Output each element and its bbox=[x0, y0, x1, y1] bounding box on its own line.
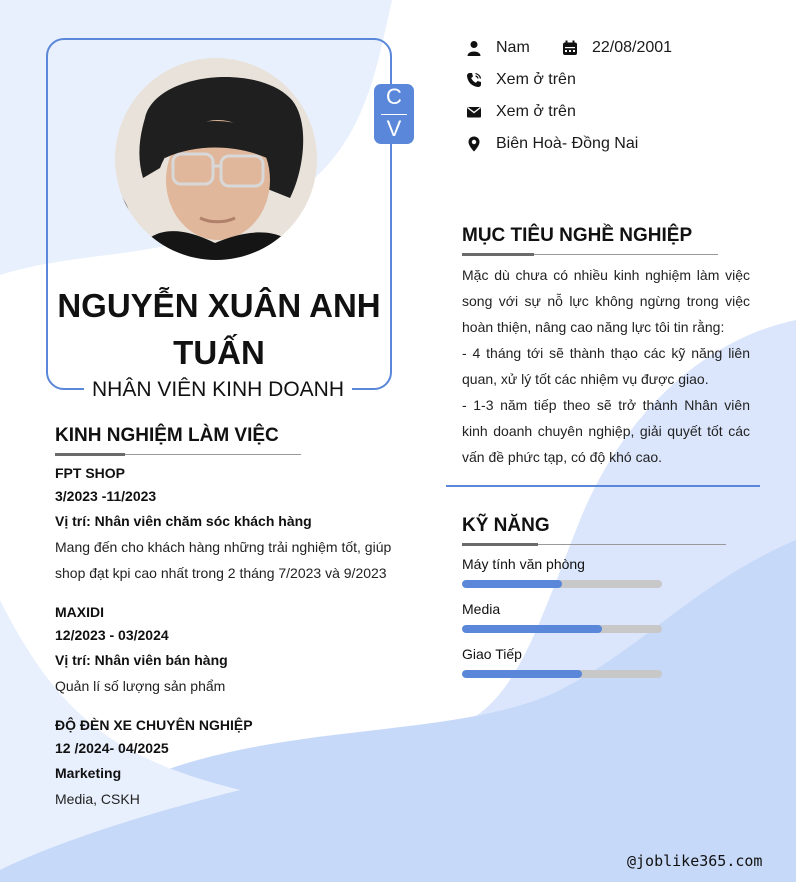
experience-position: Vị trí: Nhân viên bán hàng bbox=[55, 652, 228, 668]
cv-badge-divider bbox=[381, 114, 407, 115]
experience-position: Vị trí: Nhân viên chăm sóc khách hàng bbox=[55, 513, 312, 529]
section-divider bbox=[446, 485, 760, 487]
experience-date: 12/2023 - 03/2024 bbox=[55, 627, 169, 643]
phone-icon bbox=[466, 72, 482, 88]
contact-phone bbox=[466, 70, 666, 90]
phone-value: Xem ở trên bbox=[496, 71, 576, 88]
birthdate-value: 22/08/2001 bbox=[592, 39, 673, 56]
email-value: Xem ở trên bbox=[496, 103, 576, 120]
skill-name: Máy tính văn phòng bbox=[462, 556, 585, 572]
user-icon bbox=[466, 40, 482, 56]
objective-text bbox=[462, 262, 750, 470]
contact-email bbox=[466, 102, 666, 122]
objective-heading: MỤC TIÊU NGHỀ NGHIỆP bbox=[462, 225, 693, 246]
experience-company: MAXIDI bbox=[55, 604, 104, 620]
avatar bbox=[115, 58, 317, 260]
skill-name: Giao Tiếp bbox=[462, 646, 522, 662]
location-pin-icon bbox=[466, 136, 482, 152]
experience-heading-rule bbox=[55, 453, 301, 456]
experience-date: 3/2023 -11/2023 bbox=[55, 488, 157, 504]
contact-info bbox=[466, 38, 786, 168]
contact-birthdate bbox=[562, 38, 752, 58]
objective-heading-rule bbox=[462, 253, 718, 256]
full-name: NGUYỄN XUÂN ANH TUẤN bbox=[57, 287, 381, 371]
skill-bar-fill bbox=[462, 625, 602, 633]
experience-description: Media, CSKH bbox=[55, 791, 140, 807]
contact-address bbox=[466, 134, 706, 154]
cv-badge-letter-v: V bbox=[386, 116, 402, 141]
experience-heading: KINH NGHIỆM LÀM VIỆC bbox=[55, 425, 279, 446]
skill-name: Media bbox=[462, 601, 501, 617]
skills-heading-rule bbox=[462, 543, 726, 546]
calendar-icon bbox=[562, 40, 578, 56]
skill-bar-track bbox=[462, 625, 662, 633]
skill-bar-fill bbox=[462, 670, 582, 678]
experience-company: ĐỘ ĐÈN XE CHUYÊN NGHIỆP bbox=[55, 717, 253, 733]
skill-bar-fill bbox=[462, 580, 562, 588]
experience-position: Marketing bbox=[55, 765, 122, 781]
skill-bar-track bbox=[462, 670, 662, 678]
address-value: Biên Hoà- Đồng Nai bbox=[496, 135, 639, 152]
skills-heading: KỸ NĂNG bbox=[462, 515, 550, 536]
watermark: @joblike365.com bbox=[627, 852, 763, 870]
cv-badge bbox=[374, 84, 414, 144]
cv-badge-letter-c: C bbox=[386, 84, 402, 109]
skills-list bbox=[462, 556, 682, 686]
envelope-icon bbox=[466, 104, 482, 120]
objective-paragraph: Mặc dù chưa có nhiều kinh nghiệm làm việc song với sự nỗ lực không ngừng trong việc hoàn thiện, nâng cao năng lực tôi tin rằng: bbox=[462, 267, 750, 335]
experience-description: Quản lí số lượng sản phẩm bbox=[55, 678, 226, 694]
experience-date: 12 /2024- 04/2025 bbox=[55, 740, 169, 756]
experience-description: Mang đến cho khách hàng những trải nghiệm tốt, giúp shop đạt kpi cao nhất trong 2 tháng 7/2023 và 9/2023 bbox=[55, 539, 392, 581]
objective-paragraph: - 1-3 năm tiếp theo sẽ trở thành Nhân viên kinh doanh chuyên nghiệp, giải quyết tốt các vấn đề phức tạp, có độ khó cao. bbox=[462, 397, 750, 465]
job-title: NHÂN VIÊN KINH DOANH bbox=[84, 376, 352, 404]
skill-bar-track bbox=[462, 580, 662, 588]
gender-value: Nam bbox=[496, 39, 530, 56]
objective-paragraph: - 4 tháng tới sẽ thành thạo các kỹ năng liên quan, xử lý tốt các nhiệm vụ được giao. bbox=[462, 345, 750, 387]
experience-company: FPT SHOP bbox=[55, 465, 126, 481]
